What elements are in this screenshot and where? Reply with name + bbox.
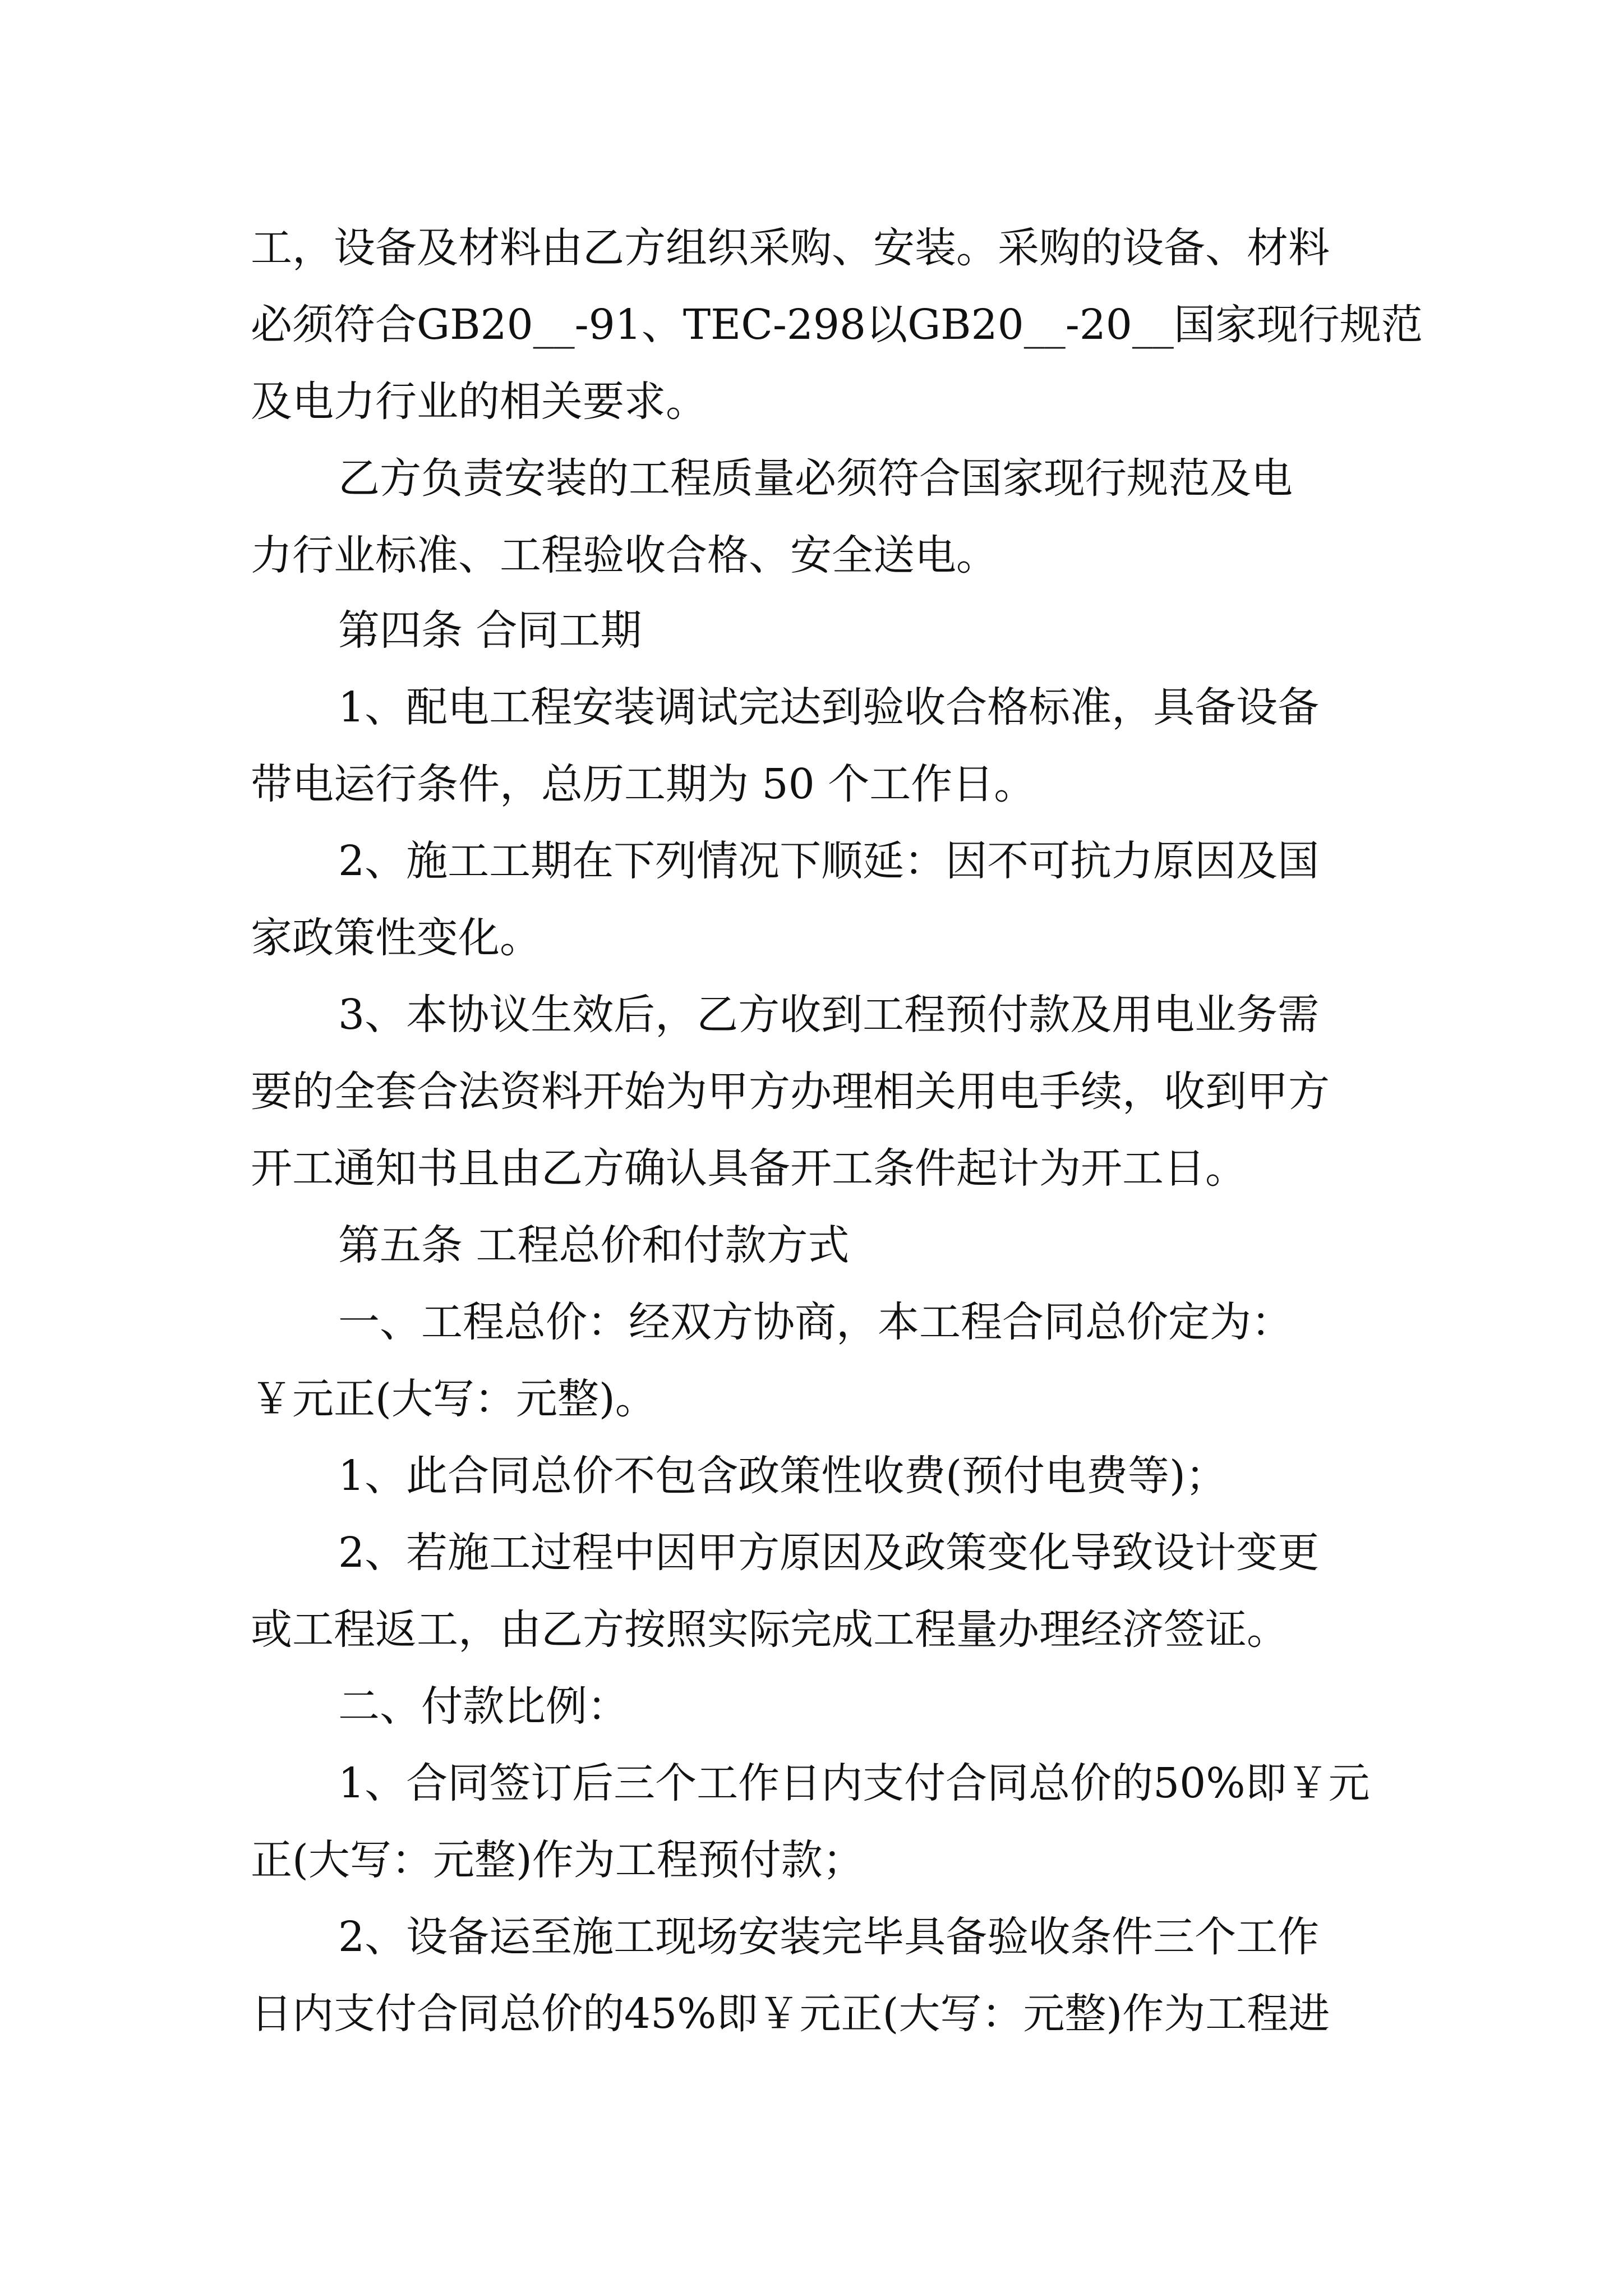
text-line-content: 及电力行业的相关要求。 [251, 378, 707, 426]
text-line [0, 439, 1623, 518]
text-line-content: 带电运行条件，总历工期为 50 个工作日。 [251, 760, 1036, 808]
text-line-content: 正(大写：元整)作为工程预付款； [251, 1836, 864, 1884]
text-line-content: 开工通知书且由乙方确认具备开工条件起计为开工日。 [251, 1144, 1247, 1193]
text-line [0, 209, 1623, 287]
text-line [0, 1437, 1623, 1515]
text-line-content: 2、设备运至施工现场安装完毕具备验收条件三个工作 [338, 1913, 1320, 1961]
text-line [0, 1975, 1623, 2053]
text-line [0, 1590, 1623, 1669]
text-line [0, 745, 1623, 823]
text-line [0, 362, 1623, 441]
text-line [0, 1513, 1623, 1592]
text-line [0, 1283, 1623, 1361]
text-line-content: ￥元正(大写：元整)。 [251, 1375, 657, 1423]
text-line-content: 或工程返工，由乙方按照实际完成工程量办理经济签证。 [251, 1605, 1288, 1654]
text-line-content: 日内支付合同总价的45%即￥元正(大写：元整)作为工程进 [251, 1990, 1330, 2038]
text-line [0, 516, 1623, 595]
text-line [0, 1898, 1623, 1976]
text-line-content: 一、工程总价：经双方协商，本工程合同总价定为： [338, 1298, 1293, 1346]
text-line-content: 工，设备及材料由乙方组织采购、安装。采购的设备、材料 [251, 224, 1330, 272]
section-heading [0, 591, 1623, 670]
text-line [0, 286, 1623, 364]
text-line-content: 3、本协议生效后，乙方收到工程预付款及用电业务需 [338, 991, 1320, 1039]
text-line-content: 二、付款比例： [338, 1682, 629, 1731]
text-line-content: 2、施工工期在下列情况下顺延：因不可抗力原因及国 [338, 837, 1320, 885]
text-line-content: 力行业标准、工程验收合格、安全送电。 [251, 531, 998, 579]
text-line-content: 1、合同签订后三个工作日内支付合同总价的50%即￥元 [338, 1759, 1370, 1807]
text-line-content: 家政策性变化。 [251, 914, 541, 962]
text-line [0, 1052, 1623, 1131]
text-line [0, 899, 1623, 977]
text-line-content: 1、配电工程安装调试完达到验收合格标准，具备设备 [338, 683, 1320, 731]
text-line-content: 2、若施工过程中因甲方原因及政策变化导致设计变更 [338, 1529, 1320, 1577]
text-line [0, 1744, 1623, 1823]
text-line [0, 1129, 1623, 1208]
text-line-content: 必须符合GB20__-91、TEC-298以GB20__-20__国家现行规范 [251, 301, 1423, 349]
text-line-content: 第四条 合同工期 [338, 606, 642, 655]
text-line [0, 668, 1623, 747]
text-line [0, 822, 1623, 900]
text-line [0, 1821, 1623, 1899]
section-heading [0, 1206, 1623, 1285]
text-line [0, 1667, 1623, 1746]
text-line [0, 1360, 1623, 1438]
text-line-content: 第五条 工程总价和付款方式 [338, 1221, 850, 1269]
text-line-content: 要的全套合法资料开始为甲方办理相关用电手续，收到甲方 [251, 1068, 1330, 1116]
text-line [0, 976, 1623, 1054]
text-line-content: 1、此合同总价不包含政策性收费(预付电费等)； [338, 1452, 1227, 1500]
text-line-content: 乙方负责安装的工程质量必须符合国家现行规范及电 [338, 454, 1293, 503]
